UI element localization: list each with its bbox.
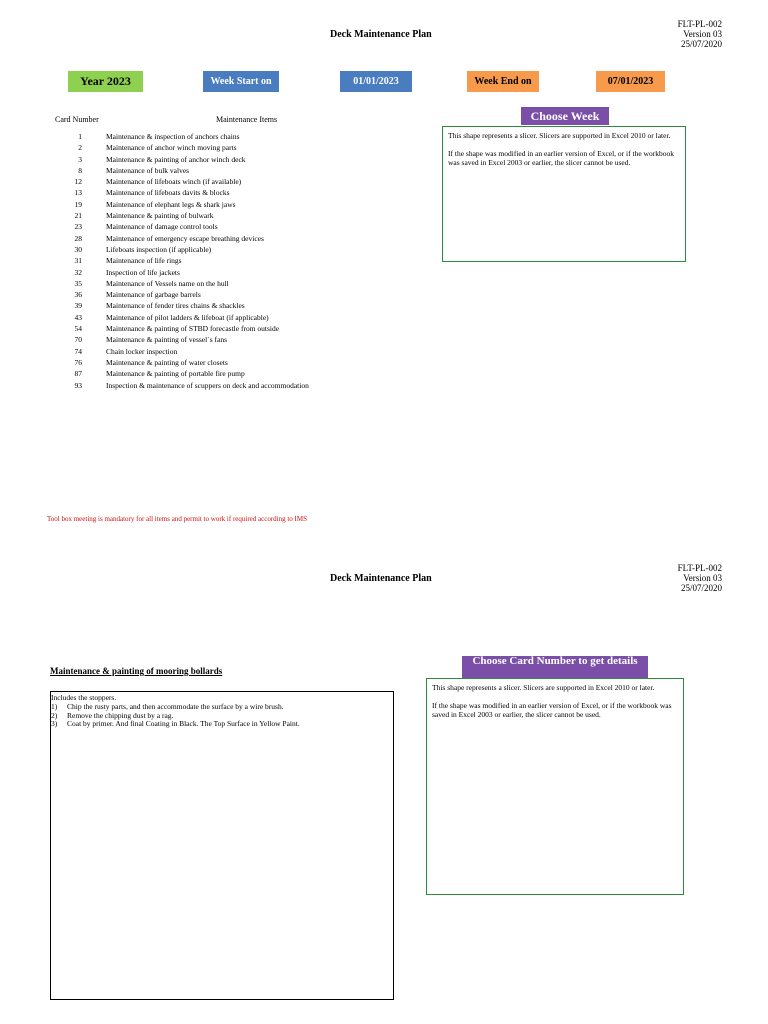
slicer-message: This shape represents a slicer. Slicers are supported in Excel 2010 or later. <box>448 131 671 140</box>
card-number: 3 <box>78 154 82 164</box>
card-number: 54 <box>74 324 82 334</box>
item-text: Maintenance of Vessels name on the hull <box>106 278 229 288</box>
list-item <box>48 142 309 153</box>
step-number: 1) <box>51 701 58 711</box>
card-number: 35 <box>74 278 82 288</box>
card-number-header: Card Number <box>55 115 99 124</box>
step-number: 3) <box>51 719 58 729</box>
card-number: 8 <box>78 165 82 175</box>
list-item <box>48 187 309 198</box>
choose-card-slicer[interactable] <box>426 678 684 895</box>
items-header: Maintenance Items <box>216 115 278 124</box>
card-number: 43 <box>74 312 82 322</box>
item-text: Maintenance & painting of water closets <box>106 357 228 367</box>
item-text: Maintenance of damage control tools <box>106 222 218 232</box>
list-item <box>48 233 309 244</box>
card-number: 21 <box>74 211 82 221</box>
card-number: 31 <box>74 256 82 266</box>
list-item <box>48 154 309 165</box>
doc-date: 25/07/2020 <box>680 39 722 49</box>
maintenance-items-list <box>48 131 309 391</box>
card-number: 74 <box>74 346 82 356</box>
slicer-message: If the shape was modified in an earlier version of Excel, or if the workbook was saved in Excel 2003 or earlier, the slicer cannot be used. <box>432 701 672 719</box>
list-item <box>48 221 309 232</box>
card-number: 93 <box>74 380 82 390</box>
detail-steps <box>51 703 393 729</box>
list-item <box>48 368 309 379</box>
safety-note: Tool box meeting is mandatory for all items and permit to work if required according to IMS <box>47 515 308 523</box>
item-text: Maintenance & painting of anchor winch deck <box>106 154 246 164</box>
item-text: Maintenance & inspection of anchors chains <box>106 132 240 141</box>
card-number: 76 <box>74 357 82 367</box>
card-number: 13 <box>74 188 82 198</box>
list-item <box>48 176 309 187</box>
document-reference <box>678 19 722 49</box>
item-text: Maintenance of bulk valves <box>106 165 190 175</box>
item-text: Maintenance & painting of STBD forecastle from outside <box>106 324 280 334</box>
slicer-message: This shape represents a slicer. Slicers are supported in Excel 2010 or later. <box>432 683 655 692</box>
slicer-message: If the shape was modified in an earlier version of Excel, or if the workbook was saved in Excel 2003 or earlier, the slicer cannot be used. <box>448 149 674 167</box>
list-item <box>48 380 309 391</box>
list-item <box>48 312 309 323</box>
page-title: Deck Maintenance Plan <box>330 29 432 40</box>
doc-date: 25/07/2020 <box>680 583 722 593</box>
item-text: Maintenance & painting of vessel`s fans <box>106 335 228 345</box>
card-number: 70 <box>74 335 82 345</box>
item-text: Maintenance of fender tires chains & shackles <box>106 301 245 311</box>
detail-title: Maintenance & painting of mooring bollards <box>50 666 223 676</box>
list-item <box>48 300 309 311</box>
item-text: Maintenance of anchor winch moving parts <box>106 143 237 153</box>
doc-version: Version 03 <box>683 29 722 39</box>
item-text: Maintenance of life rings <box>106 256 182 266</box>
choose-card-slicer-header[interactable]: Choose Card Number to get details <box>462 656 648 678</box>
week-end-label: Week End on <box>467 71 539 92</box>
card-number: 39 <box>74 301 82 311</box>
week-start-value[interactable]: 01/01/2023 <box>340 71 412 92</box>
list-item <box>48 357 309 368</box>
list-item <box>48 210 309 221</box>
doc-version: Version 03 <box>683 573 722 583</box>
item-text: Maintenance of elephant legs & shark jaws <box>106 199 236 209</box>
item-text: Maintenance of lifeboats davits & blocks <box>106 188 230 198</box>
document-reference <box>678 563 722 593</box>
step-number: 2) <box>51 710 58 720</box>
page-title: Deck Maintenance Plan <box>330 573 432 584</box>
choose-week-slicer[interactable] <box>442 126 686 262</box>
list-item <box>48 199 309 210</box>
item-text: Maintenance of garbage barrels <box>106 290 201 300</box>
card-number: 23 <box>74 222 82 232</box>
list-item <box>48 289 309 300</box>
step-text: Chip the rusty parts, and then accommodate the surface by a wire brush. <box>67 701 284 711</box>
choose-week-slicer-header[interactable]: Choose Week <box>521 107 609 125</box>
item-text: Chain locker inspection <box>106 346 178 356</box>
list-item <box>48 323 309 334</box>
item-text: Maintenance of lifeboats winch (if available) <box>106 177 242 187</box>
card-number: 30 <box>74 244 82 254</box>
card-number: 1 <box>78 132 82 141</box>
list-item <box>48 165 309 176</box>
item-text: Inspection of life jackets <box>106 267 180 277</box>
week-start-label: Week Start on <box>203 71 279 92</box>
item-text: Inspection & maintenance of scuppers on deck and accommodation <box>106 380 309 390</box>
step-text: Remove the chipping dust by a rag. <box>67 710 174 720</box>
item-text: Maintenance & painting of portable fire pump <box>106 369 245 379</box>
item-text: Maintenance & painting of bulwark <box>106 211 214 221</box>
card-number: 87 <box>74 369 82 379</box>
list-item <box>48 255 309 266</box>
list-item <box>48 334 309 345</box>
doc-code: FLT-PL-002 <box>677 19 722 29</box>
list-item <box>48 278 309 289</box>
week-end-value[interactable]: 07/01/2023 <box>596 71 665 92</box>
card-number: 28 <box>74 233 82 243</box>
item-text: Lifeboats inspection (if applicable) <box>106 244 212 254</box>
detail-intro: Includes the stoppers. <box>51 693 117 702</box>
detail-box <box>50 691 394 1000</box>
list-item <box>48 267 309 278</box>
doc-code: FLT-PL-002 <box>677 563 722 573</box>
list-item <box>48 131 309 142</box>
list-item <box>48 244 309 255</box>
card-number: 36 <box>74 290 82 300</box>
step-text: Coat by primer. And final Coating in Black. The Top Surface in Yellow Paint. <box>67 719 300 729</box>
card-number: 19 <box>74 199 82 209</box>
card-number: 2 <box>78 143 82 153</box>
card-number: 12 <box>74 177 82 187</box>
item-text: Maintenance of emergency escape breathing devices <box>106 233 264 243</box>
year-badge: Year 2023 <box>68 71 143 92</box>
list-item <box>48 346 309 357</box>
detail-step <box>51 720 393 729</box>
item-text: Maintenance of pilot ladders & lifeboat (if applicable) <box>106 312 269 322</box>
card-number: 32 <box>74 267 82 277</box>
